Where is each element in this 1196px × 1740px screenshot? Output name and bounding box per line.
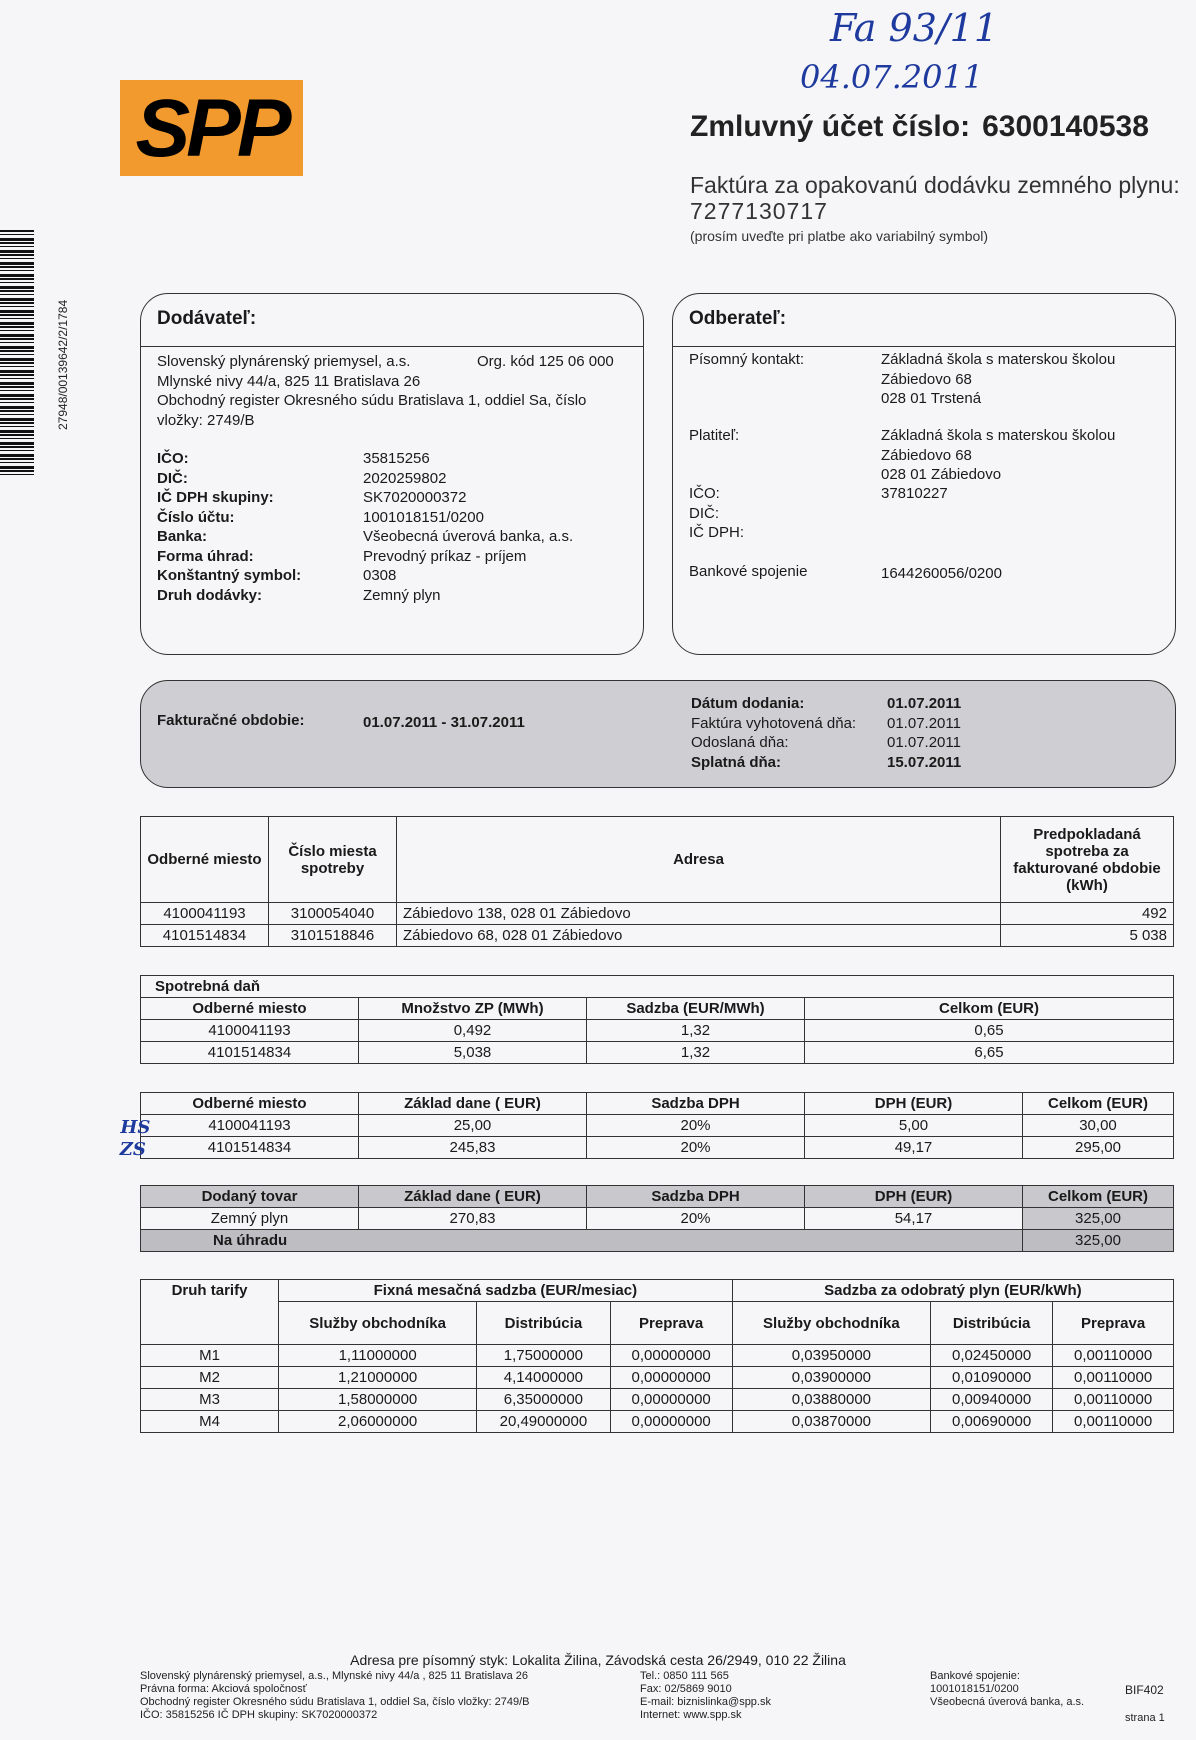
tariff-rate: 0,01090000 [931, 1367, 1053, 1389]
tariff-type: M4 [141, 1411, 279, 1433]
vat-amount: 49,17 [805, 1137, 1023, 1159]
tariff-rate: 0,00110000 [1053, 1367, 1174, 1389]
footer-contact-line: Fax: 02/5869 9010 [640, 1683, 732, 1695]
spp-logo [120, 80, 303, 176]
variable-symbol: 7277130717 [690, 198, 828, 224]
col-header: Odberné miesto [141, 998, 359, 1020]
contact-line: 028 01 Trstená [881, 390, 982, 407]
customer-ico: 37810227 [881, 485, 948, 502]
vat-table [119, 1092, 1174, 1160]
tariff-type: M1 [141, 1345, 279, 1367]
col-header: Preprava [1053, 1302, 1174, 1345]
table-row [141, 903, 1174, 925]
vat-place [120, 1115, 359, 1138]
customer-icdph-label: IČ DPH: [689, 524, 745, 541]
place-address: Zábiedovo 138, 028 01 Zábiedovo [397, 903, 1001, 925]
consumption-places-table [140, 816, 1174, 947]
footer-contact-line: E-mail: biznislinka@spp.sk [640, 1696, 771, 1708]
supplier-field-value: 35815256 [363, 450, 430, 467]
col-header: Základ dane ( EUR) [359, 1093, 587, 1115]
col-header: Distribúcia [477, 1302, 610, 1345]
period-date-value: 01.07.2011 [887, 695, 962, 712]
goods-rate: 20% [587, 1208, 805, 1230]
footer-bank-line: Všeobecná úverová banka, a.s. [930, 1696, 1085, 1708]
supplier-field-label: Konštantný symbol: [157, 567, 302, 584]
col-header: Služby obchodníka [279, 1302, 477, 1345]
excise-rate: 1,32 [587, 1020, 805, 1042]
handwritten-mark: HS [120, 1117, 151, 1138]
consumption-point: 3100054040 [269, 903, 397, 925]
excise-total: 6,65 [805, 1042, 1174, 1064]
supplier-register-2: vložky: 2749/B [157, 411, 255, 429]
handwritten-invoice-ref: Fa 93/11 [830, 6, 999, 50]
col-header: Sadzba za odobratý plyn (EUR/kWh) [732, 1280, 1173, 1302]
period-date-label: Splatná dňa: [691, 753, 782, 771]
vat-total: 30,00 [1023, 1115, 1174, 1137]
vat-total: 295,00 [1023, 1137, 1174, 1159]
vat-place-id: 4101514834 [207, 1139, 292, 1156]
tariff-rate: 1,58000000 [279, 1389, 477, 1411]
supplier-field-value: Všeobecná úverová banka, a.s. [363, 528, 574, 545]
goods-vat: 54,17 [805, 1208, 1023, 1230]
form-code: BIF402 [1125, 1683, 1164, 1697]
amount-due-label: Na úhradu [141, 1230, 1023, 1252]
contact-line: Zábiedovo 68 [881, 370, 972, 388]
col-header: Číslo miesta spotreby [269, 817, 397, 903]
customer-bank-label: Bankové spojenie [689, 563, 808, 580]
supplier-field-label: DIČ: [157, 469, 188, 487]
supplier-name: Slovenský plynárenský priemysel, a.s. [157, 353, 411, 370]
tariff-rate: 0,00110000 [1053, 1411, 1174, 1433]
excise-tax-table [140, 975, 1174, 1064]
excise-place: 4100041193 [141, 1020, 359, 1042]
vat-place [119, 1137, 359, 1160]
page-number: strana 1 [1125, 1712, 1165, 1724]
table-row [141, 1411, 1174, 1433]
supplier-field-label: Druh dodávky: [157, 586, 263, 604]
supplier-heading: Dodávateľ: [157, 308, 257, 329]
supplier-field-label: IČ DPH skupiny: [157, 489, 274, 506]
col-header: Základ dane ( EUR) [359, 1186, 587, 1208]
supplier-field-value: Zemný plyn [363, 586, 441, 604]
col-header: Druh tarify [141, 1280, 279, 1345]
col-header: Množstvo ZP (MWh) [359, 998, 587, 1020]
excise-title: Spotrebná daň [141, 976, 1174, 998]
payer-address [881, 426, 1115, 485]
col-header: Dodaný tovar [141, 1186, 359, 1208]
col-header: Celkom (EUR) [805, 998, 1174, 1020]
account-title [690, 110, 1149, 144]
footer-contact-line: Internet: www.spp.sk [640, 1709, 742, 1721]
tariff-type: M2 [141, 1367, 279, 1389]
tariff-table [140, 1279, 1174, 1433]
payer-label: Platiteľ: [689, 427, 740, 444]
tariff-rate: 0,00000000 [610, 1367, 732, 1389]
customer-bank: 1644260056/0200 [881, 565, 1002, 582]
handwritten-mark: ZS [119, 1139, 146, 1160]
goods-total: 325,00 [1023, 1208, 1174, 1230]
place-address: Zábiedovo 68, 028 01 Zábiedovo [397, 925, 1001, 947]
tariff-rate: 0,00110000 [1053, 1345, 1174, 1367]
excise-quantity: 5,038 [359, 1042, 587, 1064]
supplier-field-value: 1001018151/0200 [363, 508, 484, 526]
invoice-subtitle: Faktúra za opakovanú dodávku zemného plynu: [690, 172, 1180, 198]
amount-due-row [141, 1230, 1174, 1252]
place-id: 4101514834 [141, 925, 269, 947]
tariff-type: M3 [141, 1389, 279, 1411]
contact-address [881, 350, 1115, 409]
amount-due-value: 325,00 [1023, 1230, 1174, 1252]
goods-base: 270,83 [359, 1208, 587, 1230]
vat-base: 25,00 [359, 1115, 587, 1137]
payer-line: 028 01 Zábiedovo [881, 466, 1002, 483]
footer-bank-line: Bankové spojenie: [930, 1670, 1020, 1682]
period-date-label: Odoslaná dňa: [691, 734, 789, 751]
customer-heading: Odberateľ: [689, 308, 787, 329]
tariff-rate: 6,35000000 [477, 1389, 610, 1411]
goods-name: Zemný plyn [141, 1208, 359, 1230]
tariff-rate: 1,75000000 [477, 1345, 610, 1367]
footer-company-line: Slovenský plynárenský priemysel, a.s., Mlynské nivy 44/a , 825 11 Bratislava 26 [140, 1670, 529, 1682]
tariff-rate: 0,00940000 [931, 1389, 1053, 1411]
period-date-value: 15.07.2011 [887, 753, 962, 771]
excise-quantity: 0,492 [359, 1020, 587, 1042]
supplier-register-1: Obchodný register Okresného súdu Bratislava 1, oddiel Sa, číslo [157, 392, 587, 409]
table-row [141, 1367, 1174, 1389]
contact-label: Písomný kontakt: [689, 351, 805, 368]
period-date-label: Dátum dodania: [691, 695, 805, 712]
supplier-field-value: SK7020000372 [363, 489, 467, 506]
col-header: Preprava [610, 1302, 732, 1345]
supplier-address: Mlynské nivy 44/a, 825 11 Bratislava 26 [157, 372, 421, 390]
billing-period-label: Fakturačné obdobie: [157, 712, 305, 729]
col-header: Distribúcia [931, 1302, 1053, 1345]
supplier-field-label: IČO: [157, 450, 189, 467]
expected-consumption: 5 038 [1001, 925, 1174, 947]
col-header: DPH (EUR) [805, 1093, 1023, 1115]
account-number: 6300140538 [982, 110, 1149, 143]
tariff-rate: 0,00000000 [610, 1411, 732, 1433]
payer-line: Zábiedovo 68 [881, 446, 972, 464]
tariff-rate: 0,00110000 [1053, 1389, 1174, 1411]
tariff-rate: 0,03950000 [732, 1345, 930, 1367]
col-header: Odberné miesto [141, 817, 269, 903]
tariff-rate: 0,00000000 [610, 1345, 732, 1367]
table-row [141, 925, 1174, 947]
expected-consumption: 492 [1001, 903, 1174, 925]
table-row [141, 1115, 1174, 1137]
tariff-rate: 20,49000000 [477, 1411, 610, 1433]
excise-place: 4101514834 [141, 1042, 359, 1064]
vat-base: 245,83 [359, 1137, 587, 1159]
customer-box [672, 293, 1176, 655]
account-title-label: Zmluvný účet číslo: [690, 110, 971, 143]
tariff-rate: 2,06000000 [279, 1411, 477, 1433]
vat-rate: 20% [587, 1115, 805, 1137]
tariff-rate: 4,14000000 [477, 1367, 610, 1389]
consumption-point: 3101518846 [269, 925, 397, 947]
postal-address: Adresa pre písomný styk: Lokalita Žilina, Závodská cesta 26/2949, 010 22 Žilina [350, 1652, 846, 1668]
col-header: Predpokladaná spotreba za fakturované obdobie (kWh) [1001, 817, 1174, 903]
period-date-value: 01.07.2011 [887, 734, 961, 751]
table-row [141, 1020, 1174, 1042]
place-id: 4100041193 [141, 903, 269, 925]
footer-bank-line: 1001018151/0200 [930, 1683, 1019, 1695]
footer-company-line: IČO: 35815256 IČ DPH skupiny: SK7020000372 [140, 1709, 378, 1721]
variable-symbol-note: (prosím uveďte pri platbe ako variabilný symbol) [690, 228, 989, 244]
col-header: DPH (EUR) [805, 1186, 1023, 1208]
footer-company-line: Právna forma: Akciová spoločnosť [140, 1683, 307, 1695]
tariff-rate: 0,03900000 [732, 1367, 930, 1389]
supplier-field-label: Forma úhrad: [157, 547, 254, 565]
tariff-rate: 0,02450000 [931, 1345, 1053, 1367]
excise-rate: 1,32 [587, 1042, 805, 1064]
payer-line: Základná škola s materskou školou [881, 427, 1116, 444]
table-row [141, 1389, 1174, 1411]
supplier-org-code: Org. kód 125 06 000 [477, 353, 614, 370]
col-header: Sadzba DPH [587, 1093, 805, 1115]
col-header: Fixná mesačná sadzba (EUR/mesiac) [279, 1280, 733, 1302]
col-header: Služby obchodníka [732, 1302, 930, 1345]
period-date-value: 01.07.2011 [887, 714, 961, 732]
supplier-field-label: Banka: [157, 528, 208, 545]
period-date-label: Faktúra vyhotovená dňa: [691, 714, 857, 732]
table-row [141, 1208, 1174, 1230]
tariff-rate: 1,21000000 [279, 1367, 477, 1389]
vat-amount: 5,00 [805, 1115, 1023, 1137]
supplier-field-value: 2020259802 [363, 469, 447, 487]
tariff-rate: 0,00000000 [610, 1389, 732, 1411]
col-header: Adresa [397, 817, 1001, 903]
billing-period-value: 01.07.2011 - 31.07.2011 [363, 714, 525, 731]
handwritten-date: 04.07.2011 [800, 58, 984, 96]
tariff-rate: 0,03880000 [732, 1389, 930, 1411]
table-row [141, 1042, 1174, 1064]
vat-place-id: 4100041193 [208, 1117, 291, 1134]
footer-contact-line: Tel.: 0850 111 565 [640, 1670, 729, 1682]
col-header: Odberné miesto [141, 1093, 359, 1115]
col-header: Celkom (EUR) [1023, 1093, 1174, 1115]
logo-text: SPP [135, 83, 288, 174]
supplier-field-label: Číslo účtu: [157, 508, 235, 526]
table-row [141, 1137, 1174, 1159]
col-header: Sadzba DPH [587, 1186, 805, 1208]
barcode [0, 230, 34, 476]
customer-ico-label: IČO: [689, 485, 720, 502]
tariff-rate: 0,03870000 [732, 1411, 930, 1433]
vat-rate: 20% [587, 1137, 805, 1159]
barcode-number: 27948/00139642/2/1784 [56, 299, 70, 430]
col-header: Celkom (EUR) [1023, 1186, 1174, 1208]
col-header: Sadzba (EUR/MWh) [587, 998, 805, 1020]
footer-company-line: Obchodný register Okresného súdu Bratislava 1, oddiel Sa, číslo vložky: 2749/B [140, 1696, 530, 1708]
supplier-box [140, 293, 644, 655]
excise-total: 0,65 [805, 1020, 1174, 1042]
goods-table [140, 1185, 1174, 1252]
tariff-rate: 0,00690000 [931, 1411, 1053, 1433]
billing-period-box [140, 680, 1176, 788]
supplier-field-value: Prevodný príkaz - príjem [363, 547, 527, 565]
table-row [141, 1345, 1174, 1367]
tariff-rate: 1,11000000 [279, 1345, 477, 1367]
contact-line: Základná škola s materskou školou [881, 351, 1116, 368]
supplier-field-value: 0308 [363, 567, 397, 584]
customer-dic-label: DIČ: [689, 504, 719, 522]
